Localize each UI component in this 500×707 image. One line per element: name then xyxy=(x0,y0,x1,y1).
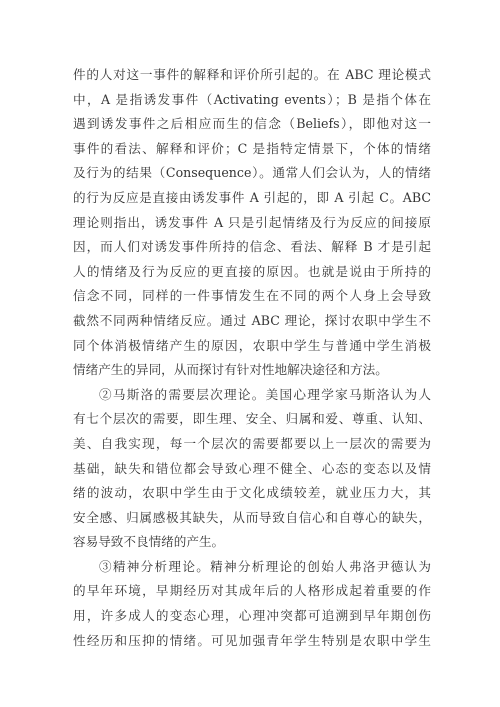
text-line: 及行为的结果（Consequence）。通常人们会认为，人的情绪 xyxy=(73,165,431,181)
text-line: 同个体消极情绪产生的原因，农职中学生与普通中学生消极 xyxy=(73,337,431,353)
text-line: 性经历和压抑的情绪。可见加强青年学生特别是农职中学生 xyxy=(73,632,431,648)
paragraph-psychoanalysis-theory xyxy=(73,555,431,653)
text-line: 绪的波动，农职中学生由于文化成绩较差，就业压力大，其 xyxy=(73,485,431,501)
text-line: 的早年环境，早期经历对其成年后的人格形成起着重要的作 xyxy=(73,583,431,599)
text-line: 的行为反应是直接由诱发事件 A 引起的，即 A 引起 C。ABC xyxy=(73,189,431,205)
body-text xyxy=(73,63,431,653)
text-line: 截然不同两种情绪反应。通过 ABC 理论，探讨农职中学生不 xyxy=(73,312,431,328)
text-line: ③精神分析理论。精神分析理论的创始人弗洛尹德认为 xyxy=(99,558,431,574)
paragraph-maslow-theory xyxy=(73,383,431,555)
text-line: 用，许多成人的变态心理，心理冲突都可追溯到早年期创伤 xyxy=(73,608,431,624)
text-line: 件的人对这一事件的解释和评价所引起的。在 ABC 理论模式 xyxy=(73,67,431,82)
text-line: 基础，缺失和错位都会导致心理不健全、心态的变态以及情 xyxy=(73,460,431,476)
text-line: 理论则指出，诱发事件 A 只是引起情绪及行为反应的间接原 xyxy=(73,214,431,230)
text-line: ②马斯洛的需要层次理论。美国心理学家马斯洛认为人 xyxy=(99,386,431,402)
text-line: 事件的看法、解释和评价；C 是指特定情景下，个体的情绪 xyxy=(73,140,431,156)
text-line: 容易导致不良情绪的产生。 xyxy=(73,534,225,550)
text-line: 安全感、归属感极其缺失，从而导致自信心和自尊心的缺失， xyxy=(73,509,431,525)
text-line: 中，A 是指诱发事件（Activating events）；B 是指个体在 xyxy=(73,91,431,107)
text-line: 有七个层次的需要，即生理、安全、归属和爱、尊重、认知、 xyxy=(73,411,431,427)
text-line: 情绪产生的异同，从而探讨有针对性地解决途径和方法。 xyxy=(73,362,388,378)
text-line: 因，而人们对诱发事件所持的信念、看法、解释 B 才是引起 xyxy=(73,239,431,255)
text-line: 美、自我实现，每一个层次的需要都要以上一层次的需要为 xyxy=(73,435,431,451)
text-line: 遇到诱发事件之后相应而生的信念（Beliefs），即他对这一 xyxy=(73,116,431,132)
text-line: 人的情绪及行为反应的更直接的原因。也就是说由于所持的 xyxy=(73,263,431,279)
text-line: 信念不同，同样的一件事情发生在不同的两个人身上会导致 xyxy=(73,288,431,304)
paragraph-abc-theory xyxy=(73,63,431,383)
